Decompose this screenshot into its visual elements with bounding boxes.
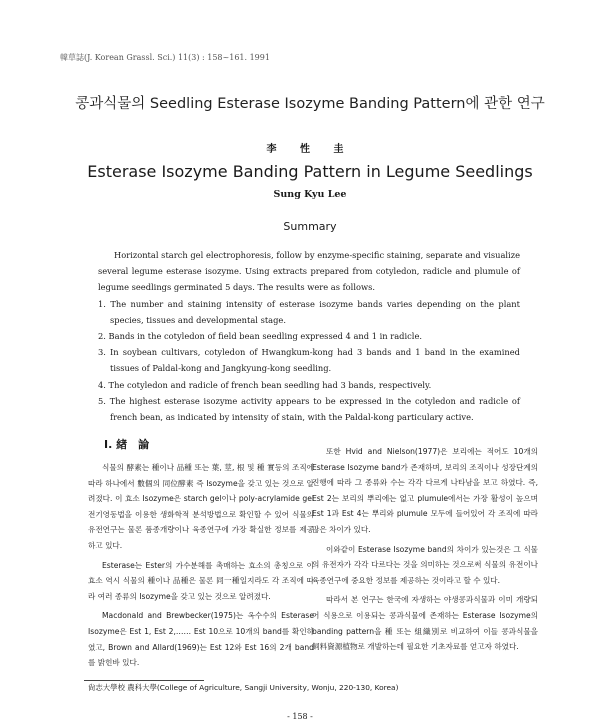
body-column-right bbox=[312, 444, 538, 659]
body-column-left bbox=[88, 460, 314, 675]
paragraph: 식물의 酵素는 種이나 品種 또는 葉, 莖, 根 및 種 實등의 조직에 따라 하나에서 數個의 同位酵素 즉 Isozyme을 갖고 있는 것으로 알려졌다. 이 효소 Isozyme은 starch gel이나 poly-acrylamide gel 전기영동법을 이용한 생화학적 분석방법으로 확인할 수 있어 식물의 유전연구는 물론 품종개량이나 육종연구에 가장 확실한 정보를 제공하고 있다. bbox=[88, 463, 314, 550]
page-number: - 158 - bbox=[287, 712, 313, 721]
footnote-divider bbox=[84, 680, 204, 681]
title-korean: 콩과식물의 Seedling Esterase Isozyme Banding Pattern에 관한 연구 bbox=[75, 96, 545, 112]
footnote-affiliation: 尙志大學校 農科大學(College of Agriculture, Sangji University, Wonju, 220-130, Korea) bbox=[88, 683, 399, 692]
paragraph: Macdonald and Brewbecker(1975)는 옥수수의 Esterase Isozyme은 Est 1, Est 2,…… Est 10으로 10개의 band를 확인하였고, Brown and Allard(1969)는 Est 12와 Est 16의 2개 band를 밝힌바 있다. bbox=[88, 611, 314, 668]
section-heading-introduction: Ⅰ. 緖 論 bbox=[104, 438, 150, 451]
summary-item: 2. Bands in the cotyledon of field bean seedling expressed 4 and 1 in radicle. bbox=[98, 331, 422, 342]
paragraph: 따라서 본 연구는 한국에 자생하는 야생콩과식물과 이미 개량되어 식용으로 이용되는 콩과식물에 존재하는 Esterase Isozyme의 banding pattern을 種 또는 組織別로 비교하여 이들 콩과식물을 飼料資源植物로 개발하는데 필요한 기초자료를 얻고자 하였다. bbox=[312, 595, 538, 652]
author-korean: 李 性 圭 bbox=[266, 144, 354, 155]
paragraph: Esterase는 Ester의 가수분해를 촉매하는 효소의 총칭으로 이 효소 역시 식물의 種이나 品種은 물론 同一種일지라도 각 조직에 따라 여러 종류의 Isozyme을 갖고 있는 것으로 알려졌다. bbox=[88, 560, 314, 601]
summary-item: 5. The highest esterase isozyme activity appears to be expressed in the cotyledon and radicle of french bean, as indicated by intensity of stain, with the Paldal-kong particulary active. bbox=[98, 395, 520, 423]
title-english: Esterase Isozyme Banding Pattern in Legume Seedlings bbox=[87, 162, 533, 181]
paragraph: 또한 Hvid and Nielson(1977)은 보리에는 적어도 10개의 Esterase Isozyme band가 존재하며, 보리의 조직이나 성장단계의 진행에 따라 그 종류와 수는 각각 다르게 나타남을 보고 하였다. 즉, Est 2는 보리의 뿌리에는 없고 plumule에서는 가장 활성이 높으며 Est 1과 Est 4는 뿌리와 plumule 모두에 들어있어 각 조직에 따라 많은 차이가 있다. bbox=[312, 447, 538, 534]
author-english: Sung Kyu Lee bbox=[273, 189, 347, 200]
summary-item: 1. The number and staining intensity of esterase isozyme bands varies depending on the plant species, tissues and developmental stage. bbox=[98, 298, 520, 325]
summary-intro: Horizontal starch gel electrophoresis, follow by enzyme-specific staining, separate and visualize several legume esterase isozyme. Using extracts prepared from cotyledon, radicle and plumule of legume seedlings germinated 5 days. The results were as follows. bbox=[98, 250, 520, 293]
summary-body bbox=[98, 247, 520, 425]
journal-citation: 韓草誌(J. Korean Grassl. Sci.) 11(3) : 158~161. 1991 bbox=[60, 53, 270, 62]
summary-item: 3. In soybean cultivars, cotyledon of Hwangkum-kong had 3 bands and 1 band in the examined tissues of Paldal-kong and Jangkyung-kong seedling. bbox=[98, 347, 520, 374]
paragraph: 이와같이 Esterase Isozyme band의 차이가 있는것은 그 식물의 유전자가 각각 다르다는 것을 의미하는 것으로써 식물의 유전이나 육종연구에 중요한 정보를 제공하는 것이라고 할 수 있다. bbox=[312, 544, 538, 585]
summary-heading: Summary bbox=[283, 220, 337, 233]
summary-item: 4. The cotyledon and radicle of french bean seedling had 3 bands, respectively. bbox=[98, 379, 432, 390]
